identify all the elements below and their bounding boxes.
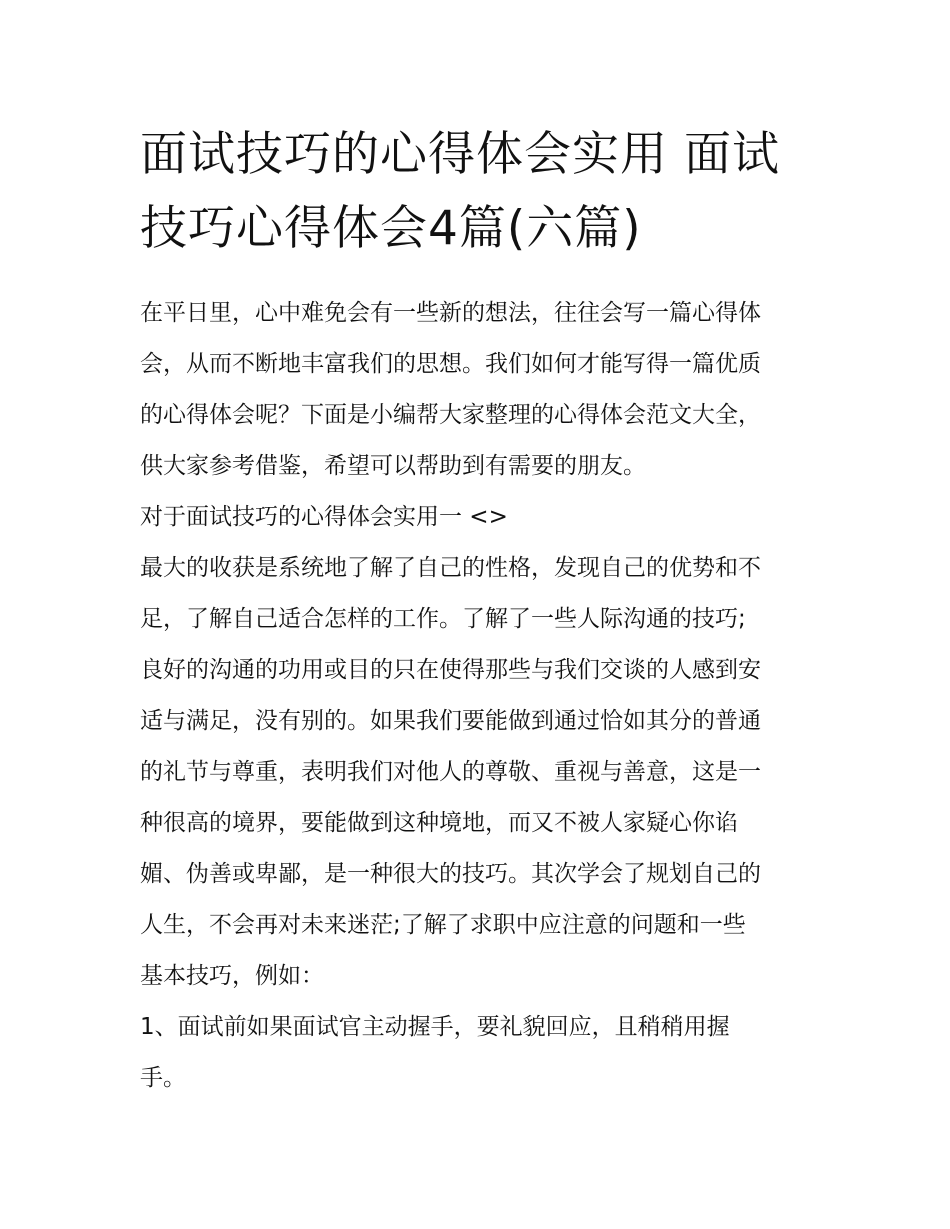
text-line: 手。 <box>140 1065 186 1091</box>
list-item <box>140 1002 815 1104</box>
text-line: 人生，不会再对未来迷茫;了解了求职中应注意的问题和一些 <box>140 912 746 938</box>
intro-paragraph <box>140 288 815 492</box>
body-paragraph <box>140 543 815 1002</box>
text-line: 足，了解自己适合怎样的工作。了解了一些人际沟通的技巧; <box>140 606 746 632</box>
text-line: 基本技巧，例如： <box>140 963 324 989</box>
text-line: 种很高的境界，要能做到这种境地，而又不被人家疑心你谄 <box>140 810 738 836</box>
text-line: 在平日里，心中难免会有一些新的想法，往往会写一篇心得体 <box>140 300 761 326</box>
document-page <box>140 118 815 1104</box>
text-line: 最大的收获是系统地了解了自己的性格，发现自己的优势和不 <box>140 555 761 581</box>
text-line: 会，从而不断地丰富我们的思想。我们如何才能写得一篇优质 <box>140 351 761 377</box>
section-heading <box>140 492 815 543</box>
text-line: 的心得体会呢？下面是小编帮大家整理的心得体会范文大全， <box>140 402 761 428</box>
text-line: 良好的沟通的功用或目的只在使得那些与我们交谈的人感到安 <box>140 657 761 683</box>
text-line: 媚、伪善或卑鄙，是一种很大的技巧。其次学会了规划自己的 <box>140 861 761 887</box>
text-line: 1、面试前如果面试官主动握手，要礼貌回应，且稍稍用握 <box>140 1014 730 1040</box>
text-line: 的礼节与尊重，表明我们对他人的尊敬、重视与善意，这是一 <box>140 759 761 785</box>
text-line: 适与满足，没有别的。如果我们要能做到通过恰如其分的普通 <box>140 708 761 734</box>
document-title <box>140 118 815 266</box>
title-line: 技巧心得体会4篇(六篇) <box>140 201 642 256</box>
text-line: 对于面试技巧的心得体会实用一 <> <box>140 504 508 530</box>
title-line: 面试技巧的心得体会实用 面试 <box>140 127 780 182</box>
text-line: 供大家参考借鉴，希望可以帮助到有需要的朋友。 <box>140 453 646 479</box>
